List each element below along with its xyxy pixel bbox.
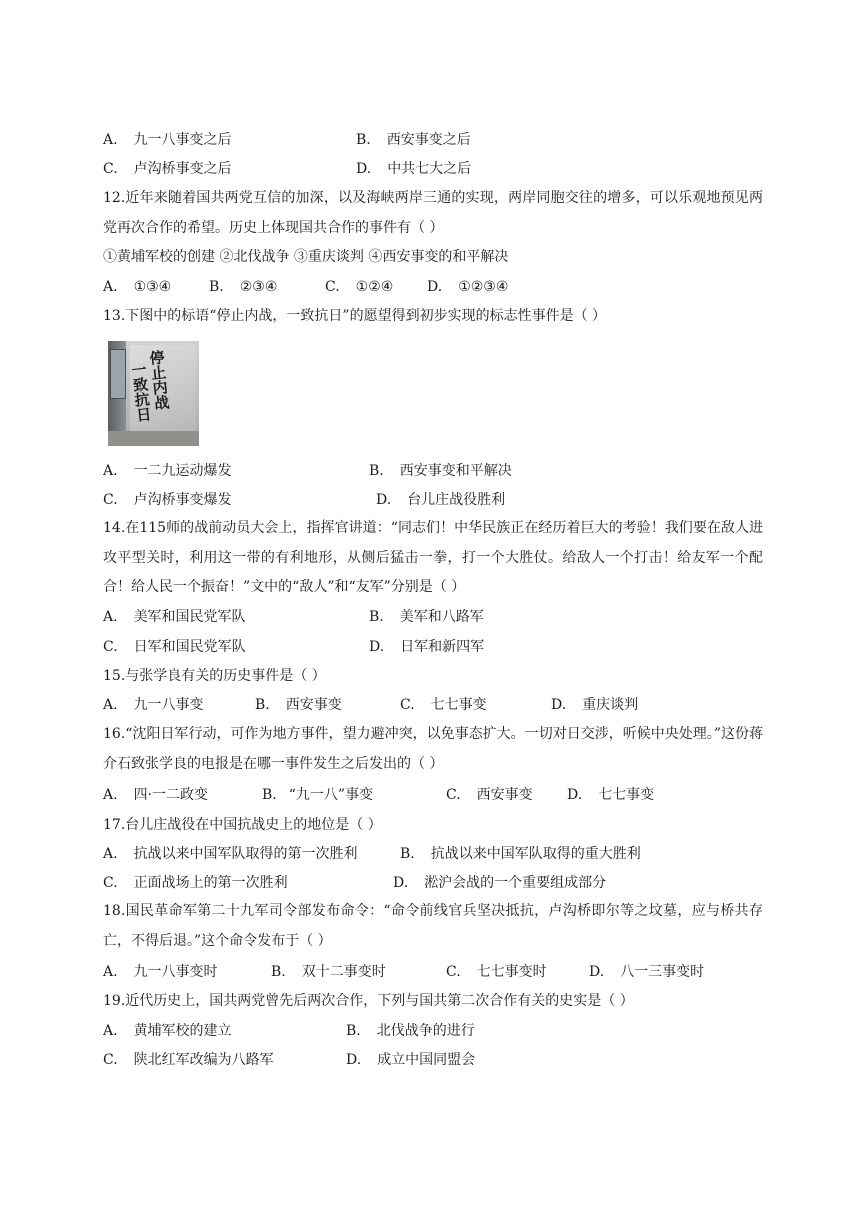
option-letter: D. (551, 697, 567, 713)
slogan-line-2: 一致抗日 (130, 360, 153, 425)
q14-option-d (369, 637, 484, 657)
option-text: 九一八事变时 (133, 964, 218, 980)
option-letter: D. (369, 639, 385, 655)
option-text: 中共七大之后 (387, 161, 472, 177)
option-letter: A. (103, 787, 118, 803)
q13-option-a (103, 461, 232, 481)
option-text: ①②④ (355, 279, 394, 295)
q17-option-d (393, 873, 606, 893)
option-letter: C. (446, 964, 461, 980)
q16-stem: 16.“沈阳日军行动，可作为地方事件，望力避冲突，以免事态扩大。一切对日交涉，听候中央处理。”这份蒋介石致张学良的电报是在哪一事件发生之后发出的（ ） (103, 726, 763, 772)
q13-stem: 13.下图中的标语“停止内战，一致抗日”的愿望得到初步实现的标志性事件是（ ） (103, 308, 607, 324)
option-letter: B. (209, 279, 224, 295)
slogan-photo (108, 341, 199, 446)
q18-option-d (589, 962, 704, 982)
option-text: 陕北红军改编为八路军 (133, 1052, 274, 1068)
option-letter: A. (103, 846, 118, 862)
option-text: 西安事变 (476, 787, 533, 803)
q12-stem: 12.近年来随着国共两党互信的加深，以及海峡两岸三通的实现，两岸同胞交往的增多，可以乐观地预见两党再次合作的希望。历史上体现国共合作的事件有（ ） (103, 190, 763, 236)
q16-option-a (103, 785, 208, 805)
option-text: 西安事变 (285, 697, 342, 713)
option-text: 抗战以来中国军队取得的重大胜利 (430, 846, 641, 862)
q15-stem: 15.与张学良有关的历史事件是（ ） (103, 668, 326, 684)
option-letter: A. (103, 1023, 118, 1039)
option-letter: C. (103, 161, 118, 177)
option-letter: B. (346, 1023, 361, 1039)
option-text: 淞沪会战的一个重要组成部分 (424, 875, 607, 891)
q18-option-a (103, 962, 218, 982)
option-text: 日军和新四军 (400, 639, 485, 655)
option-letter: D. (376, 492, 392, 508)
option-letter: B. (369, 463, 384, 479)
q11-option-b (356, 130, 471, 150)
option-letter: D. (346, 1052, 362, 1068)
option-letter: A. (103, 279, 118, 295)
option-text: 日军和国民党军队 (133, 639, 246, 655)
q12-option-a (103, 277, 171, 297)
option-text: 黄埔军校的建立 (133, 1023, 232, 1039)
option-letter: B. (356, 132, 371, 148)
q12-option-d (427, 277, 508, 297)
option-text: 西安事变和平解决 (399, 463, 512, 479)
q13-option-d (376, 490, 505, 510)
option-letter: B. (400, 846, 415, 862)
option-text: 卢沟桥事变爆发 (133, 492, 232, 508)
option-text: 成立中国同盟会 (377, 1052, 476, 1068)
option-text: 九一八事变 (133, 697, 204, 713)
option-text: 八一三事变时 (620, 964, 705, 980)
option-text: 美军和国民党军队 (133, 609, 246, 625)
q14-option-a (103, 607, 246, 627)
option-text: 正面战场上的第一次胜利 (133, 875, 288, 891)
option-letter: C. (103, 639, 118, 655)
option-text: 重庆谈判 (582, 697, 639, 713)
option-letter: B. (262, 787, 277, 803)
option-letter: D. (589, 964, 605, 980)
q19-option-c (103, 1050, 274, 1070)
option-text: 美军和八路军 (399, 609, 484, 625)
option-text: 台儿庄战役胜利 (407, 492, 506, 508)
option-text: 九一八事变之后 (133, 132, 232, 148)
q17-option-b (400, 844, 641, 864)
q16-option-b (262, 785, 373, 805)
option-text: 七七事变 (598, 787, 655, 803)
q11-option-a (103, 130, 232, 150)
q18-option-c (446, 962, 547, 982)
option-text: 七七事变时 (476, 964, 547, 980)
building-window (110, 349, 126, 399)
option-letter: B. (369, 609, 384, 625)
q12-option-b (209, 277, 277, 297)
option-text: 抗战以来中国军队取得的第一次胜利 (133, 846, 358, 862)
option-letter: A. (103, 697, 118, 713)
option-letter: D. (427, 279, 443, 295)
q15-option-d (551, 695, 638, 715)
q12-items: ①黄埔军校的创建 ②北伐战争 ③重庆谈判 ④西安事变的和平解决 (103, 249, 509, 265)
option-letter: D. (393, 875, 409, 891)
ground (108, 431, 199, 446)
q13-option-c (103, 490, 232, 510)
option-letter: C. (103, 492, 118, 508)
option-letter: C. (103, 1052, 118, 1068)
option-letter: C. (446, 787, 461, 803)
option-text: 西安事变之后 (386, 132, 471, 148)
q19-option-d (346, 1050, 475, 1070)
option-letter: C. (325, 279, 340, 295)
option-letter: A. (103, 463, 118, 479)
option-text: 一二九运动爆发 (133, 463, 232, 479)
q12-option-c (325, 277, 393, 297)
q17-option-c (103, 873, 288, 893)
option-letter: A. (103, 609, 118, 625)
q11-option-c (103, 159, 232, 179)
option-letter: B. (255, 697, 270, 713)
q19-option-b (346, 1021, 475, 1041)
q18-option-b (271, 962, 386, 982)
q11-option-d (356, 159, 471, 179)
option-text: 四·一二政变 (133, 787, 209, 803)
option-letter: A. (103, 132, 118, 148)
option-text: 北伐战争的进行 (376, 1023, 475, 1039)
option-letter: D. (567, 787, 583, 803)
option-text: ①②③④ (458, 279, 509, 295)
option-text: ①③④ (133, 279, 172, 295)
q13-option-b (369, 461, 512, 481)
option-letter: D. (356, 161, 372, 177)
q17-option-a (103, 844, 358, 864)
q19-stem: 19.近代历史上，国共两党曾先后两次合作，下列与国共第二次合作有关的史实是（ ） (103, 993, 634, 1009)
q15-option-a (103, 695, 204, 715)
q17-stem: 17.台儿庄战役在中国抗战史上的地位是（ ） (103, 817, 382, 833)
option-letter: A. (103, 964, 118, 980)
option-text: 卢沟桥事变之后 (133, 161, 232, 177)
q16-option-d (567, 785, 654, 805)
q19-option-a (103, 1021, 232, 1041)
option-letter: C. (400, 697, 415, 713)
q16-option-c (446, 785, 533, 805)
slogan-line-1: 停止内战 (148, 348, 171, 413)
option-text: ②③④ (239, 279, 278, 295)
option-letter: C. (103, 875, 118, 891)
option-text: 七七事变 (430, 697, 487, 713)
q14-stem: 14.在115师的战前动员大会上，指挥官讲道：“同志们！中华民族正在经历着巨大的考验！我们要在敌人进攻平型关时，利用这一带的有利地形，从侧后猛击一拳，打一个大胜仗。给敌人一个打击！给友军一个配合！给人民一个振奋！”文中的“敌人”和“友军”分别是（ ） (103, 520, 763, 595)
q14-option-b (369, 607, 484, 627)
q15-option-b (255, 695, 342, 715)
q15-option-c (400, 695, 487, 715)
q14-option-c (103, 637, 246, 657)
option-text: “九一八”事变 (288, 787, 374, 803)
option-text: 双十二事变时 (301, 964, 386, 980)
q18-stem: 18.国民革命军第二十九军司令部发布命令：“命令前线官兵坚决抵抗，卢沟桥即尔等之坟墓，应与桥共存亡，不得后退。”这个命令发布于（ ） (103, 903, 763, 949)
option-letter: B. (271, 964, 286, 980)
